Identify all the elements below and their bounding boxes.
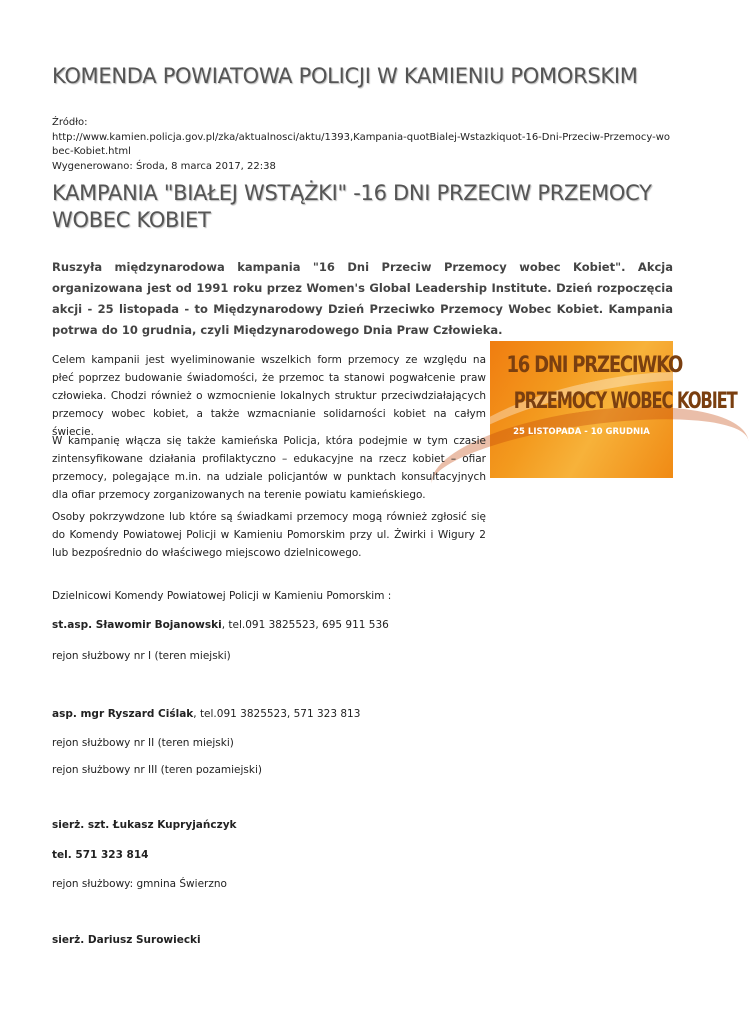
article-title: KAMPANIA "BIAŁEJ WSTĄŻKI" -16 DNI PRZECIW PRZEMOCY WOBEC KOBIET [52,181,652,232]
officer-region: rejon służbowy: gmnina Świerzno [52,878,227,890]
officer-name: sierż. Dariusz Surowiecki [52,934,201,946]
officer-entry [52,934,201,946]
generated-date: Wygenerowano: Środa, 8 marca 2017, 22:38 [52,160,276,172]
banner-line-2: PRZEMOCY WOBEC KOBIET [513,389,737,414]
source-url[interactable]: http://www.kamien.policja.gov.pl/zka/aktualnosci/aktu/1393,Kampania-quotBialej-Wstazkiquot-16-Dni-Przeciw-Przemocy-wobec-Kobiet.html [52,131,671,157]
officer-name: st.asp. Sławomir Bojanowski [52,619,222,631]
source-label: Źródło: [52,117,88,128]
article-lead: Ruszyła międzynarodowa kampania "16 Dni Przeciw Przemocy wobec Kobiet". Akcja organizowana jest od 1991 roku przez Women's Global Leadership Institute. Dzień rozpoczęcia akcji - 25 listopada - to Międzynarodowy Dzień Przeciwko Przemocy Wobec Kobiet. Kampania potrwa do 10 grudnia, czyli Międzynarodowego Dnia Praw Człowieka. [52,260,673,337]
paragraph-contact: Osoby pokrzywdzone lub które są świadkami przemocy mogą również zgłosić się do Komendy Powiatowej Policji w Kamieniu Pomorskim przy ul. Żwirki i Wigury 2 lub bezpośrednio do właściwego miejscowo dzielnicowego. [52,511,486,559]
paragraph-police: W kampanię włącza się także kamieńska Policja, która podejmie w tym czasie zintensyfikowane działania profilaktyczno – edukacyjne na rzecz kobiet – ofiar przemocy, polegające m.in. na udziale policjantów w punktach konsultacyjnych dla ofiar przemocy zorganizowanych na terenie powiatu kamieńskiego. [52,435,486,501]
site-title: KOMENDA POWIATOWA POLICJI W KAMIENIU POMORSKIM [52,64,638,88]
paragraph-goal: Celem kampanii jest wyeliminowanie wszelkich form przemocy ze względu na płeć poprzez budowanie świadomości, że przemoc ta stanowi pogwałcenie praw człowieka. Chodzi również o wzmocnienie lokalnych struktur przeciwdziałających przemocy wobec kobiet, a także wzmacnianie solidarności kobiet na całym świecie. [52,354,486,438]
officer-name: sierż. szt. Łukasz Kupryjańczyk [52,819,237,831]
source-meta [52,116,673,174]
officer-phone-text: tel. 571 323 814 [52,849,149,861]
banner-line-1: 16 DNI PRZECIWKO [506,353,683,378]
officer-name: asp. mgr Ryszard Ciślak [52,708,194,720]
officer-contact: , tel.091 3825523, 571 323 813 [193,708,361,720]
campaign-banner-image [490,341,737,478]
officer-entry [52,619,389,631]
banner-line-3: 25 LISTOPADA - 10 GRUDNIA [513,427,650,437]
officer-region: rejon służbowy nr III (teren pozamiejski) [52,764,262,776]
officer-entry [52,819,237,831]
officer-entry [52,708,360,720]
officer-phone [52,849,148,861]
officer-contact: , tel.091 3825523, 695 911 536 [221,619,389,631]
officer-region: rejon służbowy nr II (teren miejski) [52,737,234,749]
officers-intro: Dzielnicowi Komendy Powiatowej Policji w Kamieniu Pomorskim : [52,590,392,602]
officer-region: rejon służbowy nr I (teren miejski) [52,650,231,662]
